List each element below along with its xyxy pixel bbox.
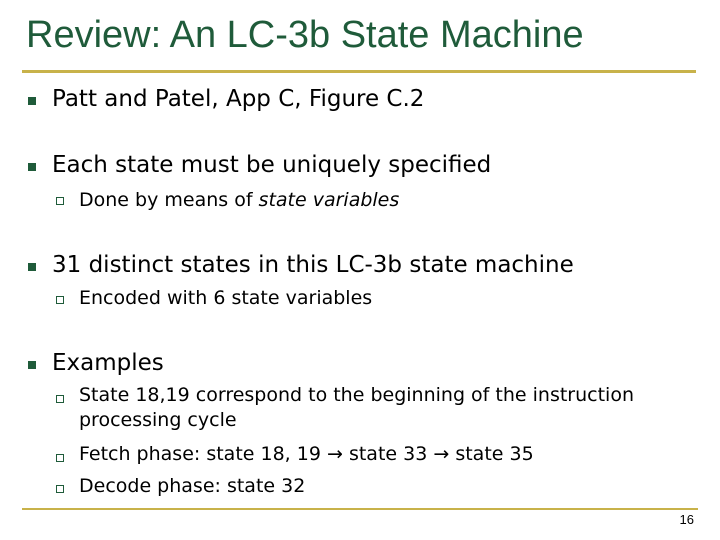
sub-bullet-marker [56, 296, 64, 304]
arrow-right-icon: → [326, 443, 343, 465]
fetch-phase-end: state 35 [455, 443, 534, 465]
bullet-marker [28, 361, 36, 369]
sub-bullet-text: Decode phase: state 32 [79, 475, 306, 497]
bullet-text: Examples [52, 350, 164, 376]
bullet-marker [28, 263, 36, 271]
fetch-phase-mid: state 33 [348, 443, 428, 465]
sub-bullet-prefix: Done by means of [79, 189, 259, 211]
sub-bullet-text [79, 187, 399, 213]
sub-bullet-emphasis: state variables [258, 189, 400, 211]
sub-bullet-line: State 18,19 correspond to the beginning of the instruction [79, 384, 634, 406]
fetch-phase-start: Fetch phase: state 18, 19 [79, 443, 321, 465]
sub-bullet-marker [56, 395, 64, 403]
bullet-marker [28, 163, 36, 171]
bullet-text: Each state must be uniquely specified [52, 152, 492, 178]
sub-bullet-text: Encoded with 6 state variables [79, 287, 373, 309]
slide-title: Review: An LC-3b State Machine [26, 14, 584, 56]
sub-bullet-marker [56, 485, 64, 493]
arrow-right-icon: → [433, 443, 450, 465]
bullet-text: Patt and Patel, App C, Figure C.2 [52, 86, 425, 112]
bullet-marker [28, 97, 36, 105]
sub-bullet-marker [56, 454, 64, 462]
bullet-text: 31 distinct states in this LC-3b state machine [52, 252, 574, 278]
title-divider [22, 70, 696, 73]
sub-bullet-line: processing cycle [79, 409, 237, 431]
sub-bullet-marker [56, 197, 64, 205]
sub-bullet-text [79, 441, 534, 467]
page-number: 16 [679, 512, 694, 527]
footer-divider [22, 508, 698, 510]
sub-bullet-text [79, 383, 634, 433]
